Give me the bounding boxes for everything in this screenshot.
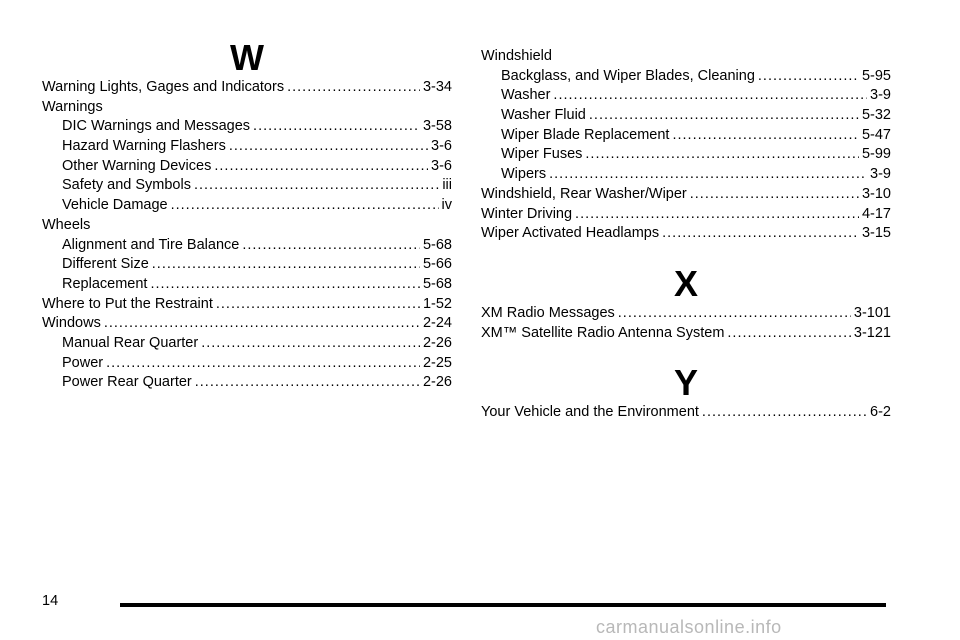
index-subentry: Safety and Symbols ..... iii	[42, 176, 452, 196]
index-subentry: Alignment and Tire Balance ..... 5-68	[42, 236, 452, 256]
index-subentry: Wiper Blade Replacement ..... 5-47	[481, 126, 891, 146]
index-column-right	[481, 47, 891, 423]
index-entry: Winter Driving ..... 4-17	[481, 205, 891, 225]
section-letter-y: Y	[673, 362, 698, 404]
index-entry: Windows ..... 2-24	[42, 314, 452, 334]
index-subentry: Vehicle Damage ..... iv	[42, 196, 452, 216]
index-entries-y	[481, 403, 891, 423]
index-entry: Wheels	[42, 216, 91, 233]
index-subentry: Power ..... 2-25	[42, 354, 452, 374]
index-subentry: Hazard Warning Flashers ..... 3-6	[42, 137, 452, 157]
index-entry: Warnings	[42, 98, 103, 115]
index-entries-w-continued	[481, 47, 891, 244]
index-subentry: Wipers ..... 3-9	[481, 165, 891, 185]
watermark: carmanualsonline.info	[596, 617, 782, 637]
index-entry: Windshield	[481, 48, 552, 64]
index-subentry: Manual Rear Quarter ..... 2-26	[42, 334, 452, 354]
section-letter-w: W	[230, 37, 264, 78]
index-entry: Where to Put the Restraint ..... 1-52	[42, 295, 452, 315]
index-entry: XM™ Satellite Radio Antenna System ..... 3-121	[481, 324, 891, 344]
index-entry: Windshield, Rear Washer/Wiper ..... 3-10	[481, 185, 891, 205]
index-entry: Your Vehicle and the Environment ..... 6-2	[481, 403, 891, 423]
index-subentry: Other Warning Devices ..... 3-6	[42, 157, 452, 177]
page-number: 14	[42, 593, 59, 609]
index-entry: Warning Lights, Gages and Indicators ..... 3-34	[42, 78, 452, 98]
index-column-left	[42, 37, 452, 393]
index-subentry: Wiper Fuses ..... 5-99	[481, 145, 891, 165]
index-subentry: Power Rear Quarter ..... 2-26	[42, 373, 452, 393]
index-entries-x	[481, 304, 891, 343]
index-subentry: DIC Warnings and Messages ..... 3-58	[42, 117, 452, 137]
index-entry: XM Radio Messages ..... 3-101	[481, 304, 891, 324]
index-subentry: Different Size ..... 5-66	[42, 255, 452, 275]
section-letter-x: X	[673, 262, 698, 304]
index-subentry: Replacement ..... 5-68	[42, 275, 452, 295]
index-entries-w	[42, 78, 452, 393]
index-subentry: Washer ..... 3-9	[481, 86, 891, 106]
index-entry: Wiper Activated Headlamps ..... 3-15	[481, 224, 891, 244]
index-subentry: Washer Fluid ..... 5-32	[481, 106, 891, 126]
index-subentry: Backglass, and Wiper Blades, Cleaning ..... 5-95	[481, 67, 891, 87]
footer-rule	[120, 603, 886, 607]
